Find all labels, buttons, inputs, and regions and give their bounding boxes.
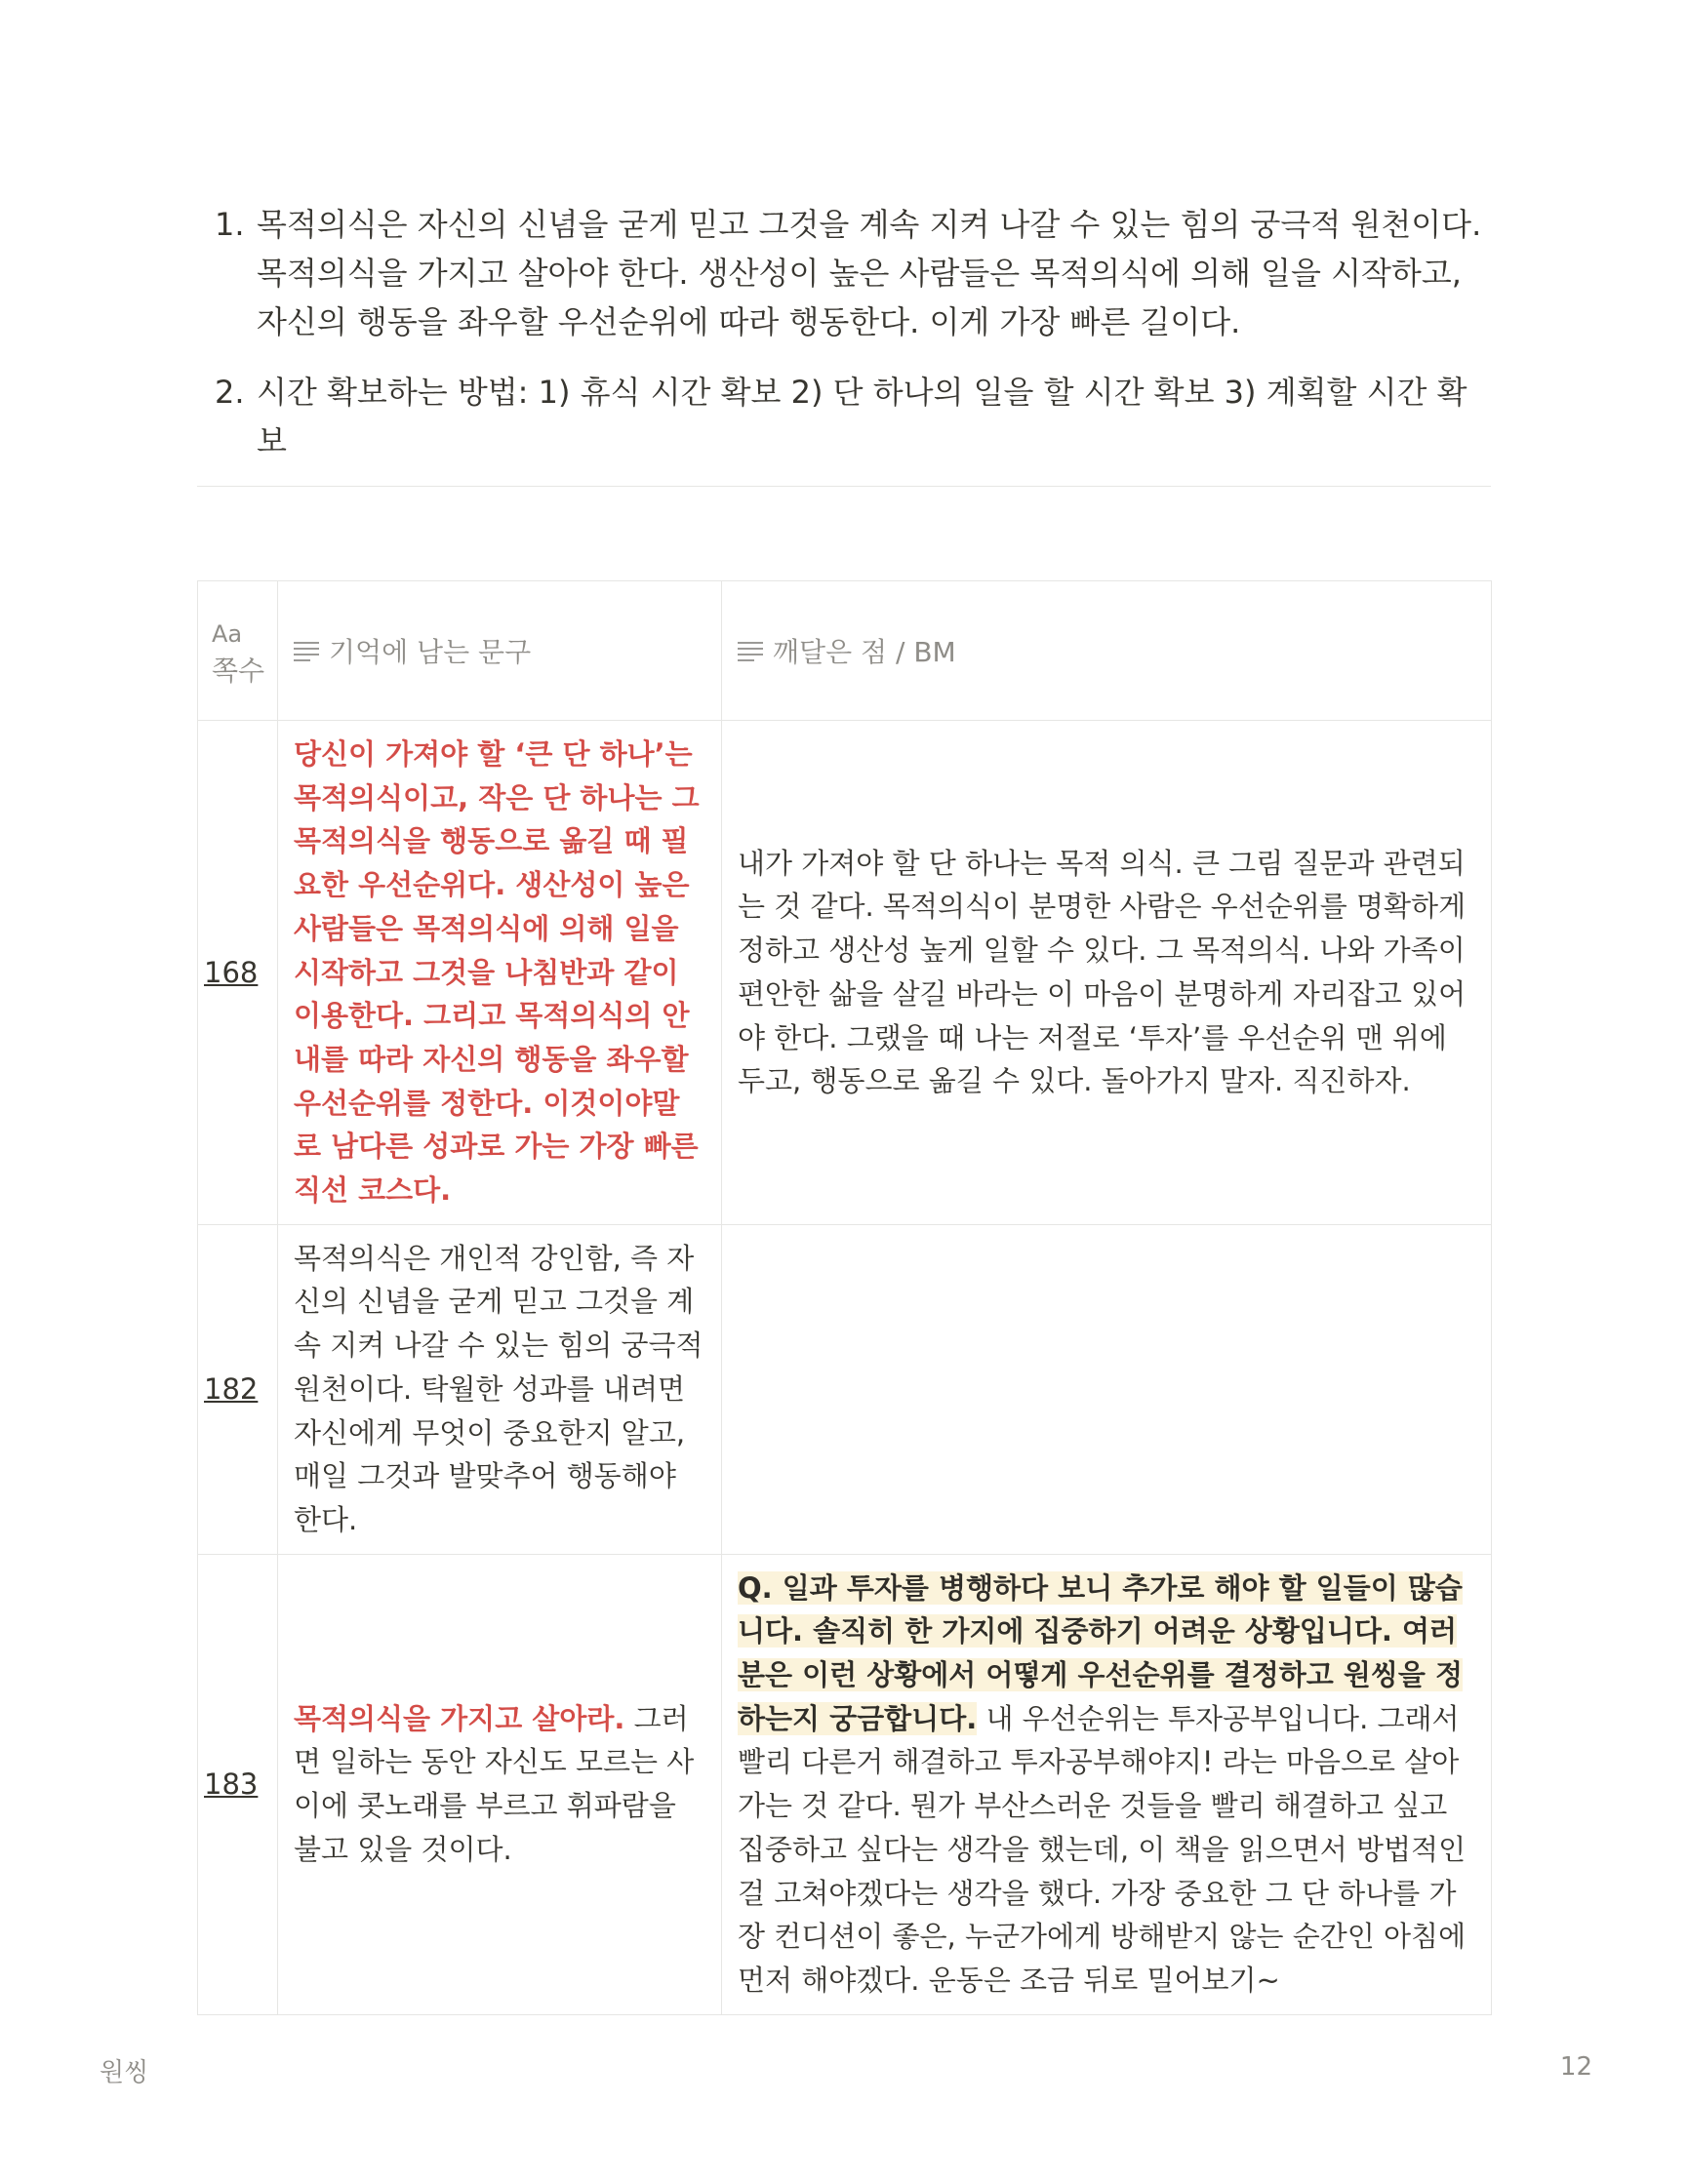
quote-cell[interactable] xyxy=(278,721,722,1225)
note-highlight-text: Q. 일과 투자를 병행하다 보니 추가로 해야 할 일들이 많습니다. 솔직히 한 가지에 집중하기 어려운 상황입니다. 여러분은 이런 상황에서 어떻게 우선순위를 결정하고 원씽을 정하는지 궁금합니다. xyxy=(738,1570,1464,1735)
note-text: 내가 가져야 할 단 하나는 목적 의식. 큰 그림 질문과 관련되는 것 같다. 목적의식이 분명한 사람은 우선순위를 명확하게 정하고 생산성 높게 일할 수 있다. 그 목적의식. 나와 가족이 편안한 삶을 살길 바라는 이 마음이 분명하게 자리잡고 있어야 한다. 그랬을 때 나는 저절로 ‘투자’를 우선순위 맨 위에 두고, 행동으로 옮길 수 있다. 돌아가지 말자. 직진하자. xyxy=(738,846,1467,1098)
page-link[interactable]: 183 xyxy=(204,1767,259,1802)
page-link[interactable]: 168 xyxy=(204,955,259,989)
quote-cell[interactable] xyxy=(278,1554,722,2014)
page-cell[interactable] xyxy=(198,1554,278,2014)
header-note-label: 깨달은 점 / BM xyxy=(773,636,956,668)
table-row xyxy=(198,721,1492,1225)
header-quote[interactable] xyxy=(278,581,722,721)
list-text: 시간 확보하는 방법: 1) 휴식 시간 확보 2) 단 하나의 일을 할 시간 확보 3) 계획할 시간 확보 xyxy=(257,374,1467,459)
header-page[interactable] xyxy=(198,581,278,721)
text-lines-icon xyxy=(738,641,763,660)
table-row xyxy=(198,1554,1492,2014)
header-note[interactable] xyxy=(722,581,1492,721)
title-type-icon: Aa xyxy=(212,620,243,648)
table-row xyxy=(198,1224,1492,1554)
list-text: 목적의식은 자신의 신념을 굳게 믿고 그것을 계속 지켜 나갈 수 있는 힘의 궁극적 원천이다. 목적의식을 가지고 살아야 한다. 생산성이 높은 사람들은 목적의식에 의해 일을 시작하고, 자신의 행동을 좌우할 우선순위에 따라 행동한다. 이게 가장 빠른 길이다. xyxy=(257,206,1482,340)
quote-red-text: 당신이 가져야 할 ‘큰 단 하나’는 목적의식이고, 작은 단 하나는 그 목적의식을 행동으로 옮길 때 필요한 우선순위다. 생산성이 높은 사람들은 목적의식에 의해 일을 시작하고 그것을 나침반과 같이 이용한다. 그리고 목적의식의 안내를 따라 자신의 행동을 좌우할 우선순위를 정한다. 이것이야말로 남다른 성과로 가는 가장 빠른 직선 코스다. xyxy=(294,737,700,1208)
list-number: 1. xyxy=(215,206,245,243)
quote-cell[interactable] xyxy=(278,1224,722,1554)
list-number: 2. xyxy=(215,374,245,411)
note-cell[interactable] xyxy=(722,721,1492,1225)
page-cell[interactable] xyxy=(198,1224,278,1554)
divider xyxy=(197,486,1491,487)
footer-page-number: 12 xyxy=(1559,2052,1592,2082)
list-item xyxy=(195,368,1493,465)
page-link[interactable]: 182 xyxy=(204,1372,259,1407)
header-quote-label: 기억에 남는 문구 xyxy=(329,636,532,668)
header-page-label: 쪽수 xyxy=(212,655,265,687)
numbered-list xyxy=(195,200,1493,487)
table-header-row xyxy=(198,581,1492,721)
text-lines-icon xyxy=(294,641,319,660)
quote-red-text: 목적의식을 가지고 살아라. xyxy=(294,1701,625,1735)
footer-title: 원씽 xyxy=(100,2058,149,2087)
note-cell[interactable] xyxy=(722,1554,1492,2014)
note-text: 내 우선순위는 투자공부입니다. 그래서 빨리 다른거 해결하고 투자공부해야지! 라는 마음으로 살아가는 것 같다. 뭔가 부산스러운 것들을 빨리 해결하고 싶고 집중하고 싶다는 생각을 했는데, 이 책을 읽으면서 방법적인 걸 고쳐야겠다는 생각을 했다. 가장 중요한 그 단 하나를 가장 컨디션이 좋은, 누군가에게 방해받지 않는 순간인 아침에 먼저 해야겠다. 운동은 조금 뒤로 밀어보기~ xyxy=(738,1701,1467,1997)
page-cell[interactable] xyxy=(198,721,278,1225)
notes-table xyxy=(197,580,1492,2015)
list-item xyxy=(195,200,1493,346)
quote-text: 그러면 일하는 동안 자신도 모르는 사이에 콧노래를 부르고 휘파람을 불고 있을 것이다. xyxy=(294,1701,695,1866)
note-cell[interactable] xyxy=(722,1224,1492,1554)
quote-text: 목적의식은 개인적 강인함, 즉 자신의 신념을 굳게 믿고 그것을 계속 지켜 나갈 수 있는 힘의 궁극적 원천이다. 탁월한 성과를 내려면 자신에게 무엇이 중요한지 알고, 매일 그것과 발맞추어 행동해야 한다. xyxy=(294,1241,703,1536)
